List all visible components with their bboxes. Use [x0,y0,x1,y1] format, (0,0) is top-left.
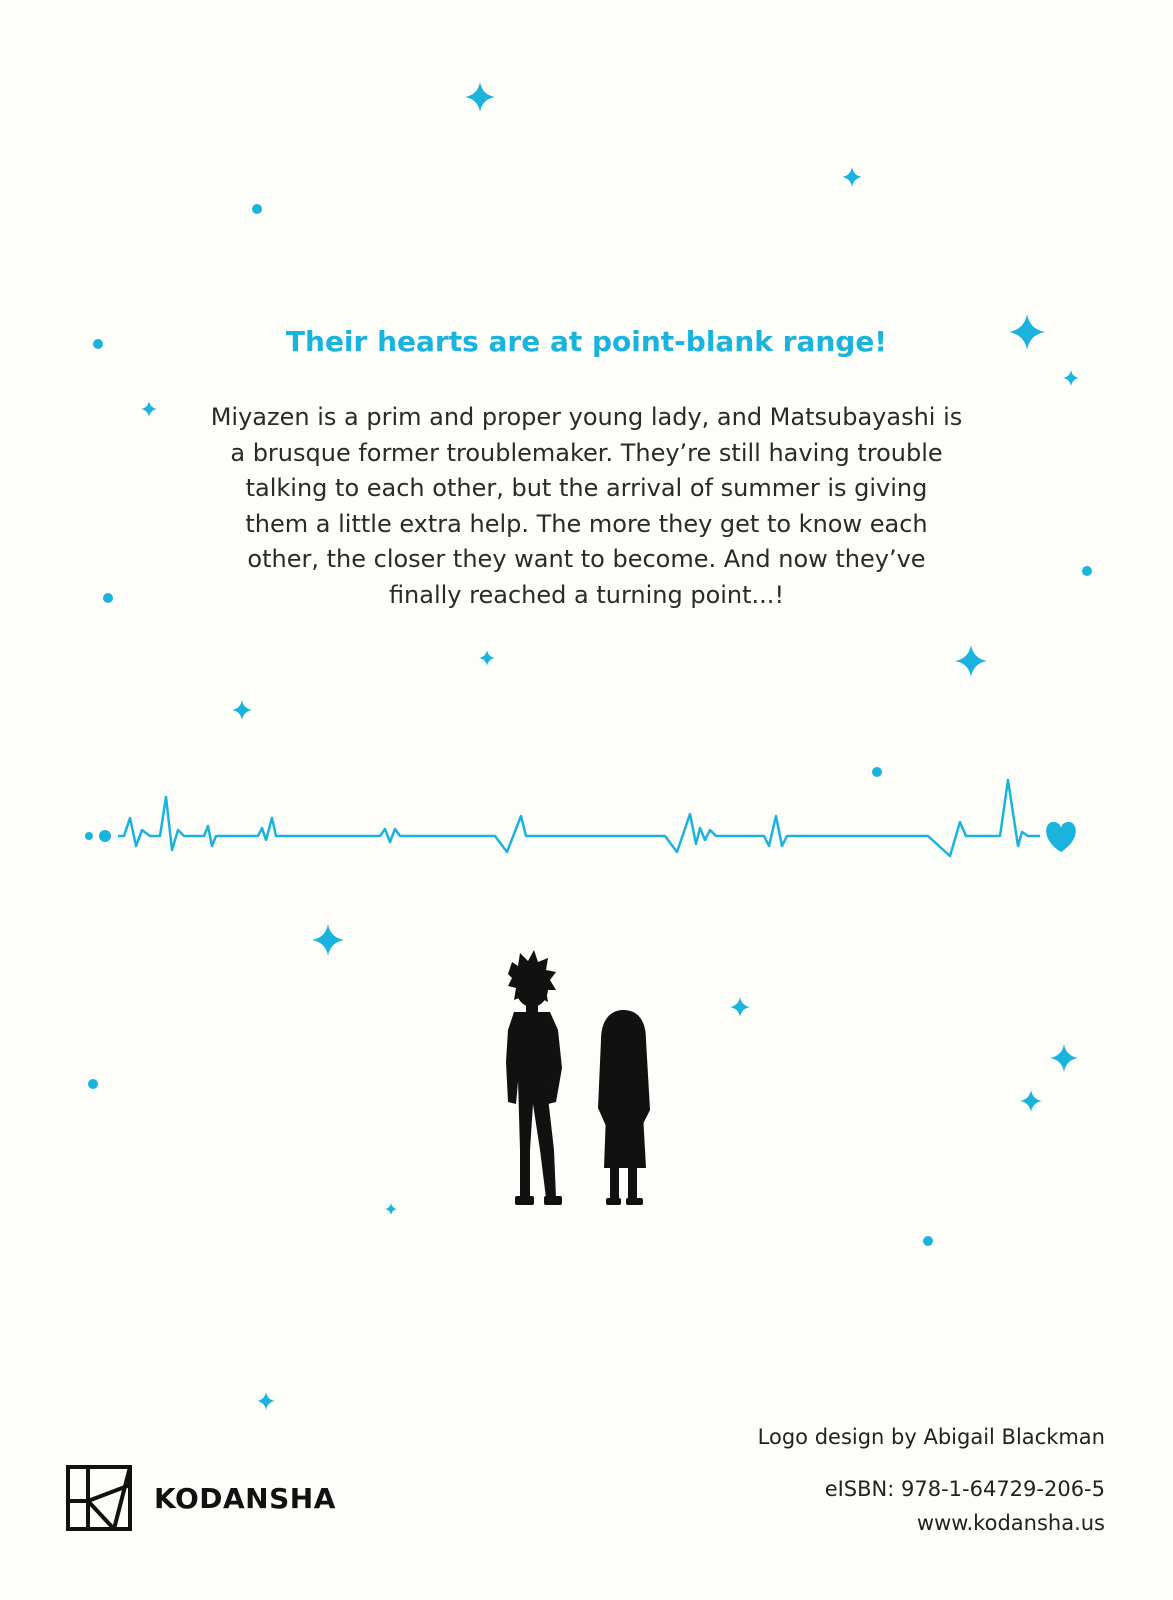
kodansha-logo-icon [66,1465,132,1531]
sparkle-icon [730,997,750,1017]
sparkle-icon [479,650,495,666]
publisher-name: KODANSHA [154,1481,336,1515]
publisher-logo [66,1465,336,1531]
couple-silhouette-icon [506,950,650,1205]
sparkle-icon [1050,1044,1078,1072]
star-dot [923,1236,933,1246]
heart-icon [1046,822,1076,852]
star-dot [252,204,262,214]
sparkle-icon [1020,1090,1042,1112]
blurb-line: a brusque former troublemaker. They’re still having trouble [230,438,943,467]
sparkle-icon [385,1203,397,1215]
blurb-line: talking to each other, but the arrival of summer is giving [245,474,928,502]
isbn: eISBN: 978-1-64729-206-5 [824,1477,1105,1501]
sparkle-icon [232,700,252,720]
star-dot [872,767,882,777]
heartbeat-line-icon [85,780,1076,856]
star-dot [1082,566,1092,576]
sparkle-icon [257,1392,275,1410]
credits [758,1420,1105,1540]
blurb-line: finally reached a turning point...! [388,580,785,609]
blurb-line: Miyazen is a prim and proper young lady, and Matsubayashi is [210,403,963,431]
sparkle-icon [141,401,157,417]
star-dot [88,1079,98,1089]
tagline: Their hearts are at point-blank range! [285,325,888,358]
sparkle-icon [842,167,862,187]
blurb-line: other, the closer they want to become. And now they’ve [247,545,926,573]
star-dot [103,593,113,603]
blurb-line: them a little extra help. The more they get to know each [245,509,928,538]
blurb [180,400,993,613]
sparkle-icon [312,924,344,956]
sparkle-icon [955,645,987,677]
logo-design-credit: Logo design by Abigail Blackman [757,1425,1105,1449]
website: www.kodansha.us [916,1511,1105,1535]
sparkle-icon [1063,370,1079,386]
sparkle-icon [465,82,495,112]
